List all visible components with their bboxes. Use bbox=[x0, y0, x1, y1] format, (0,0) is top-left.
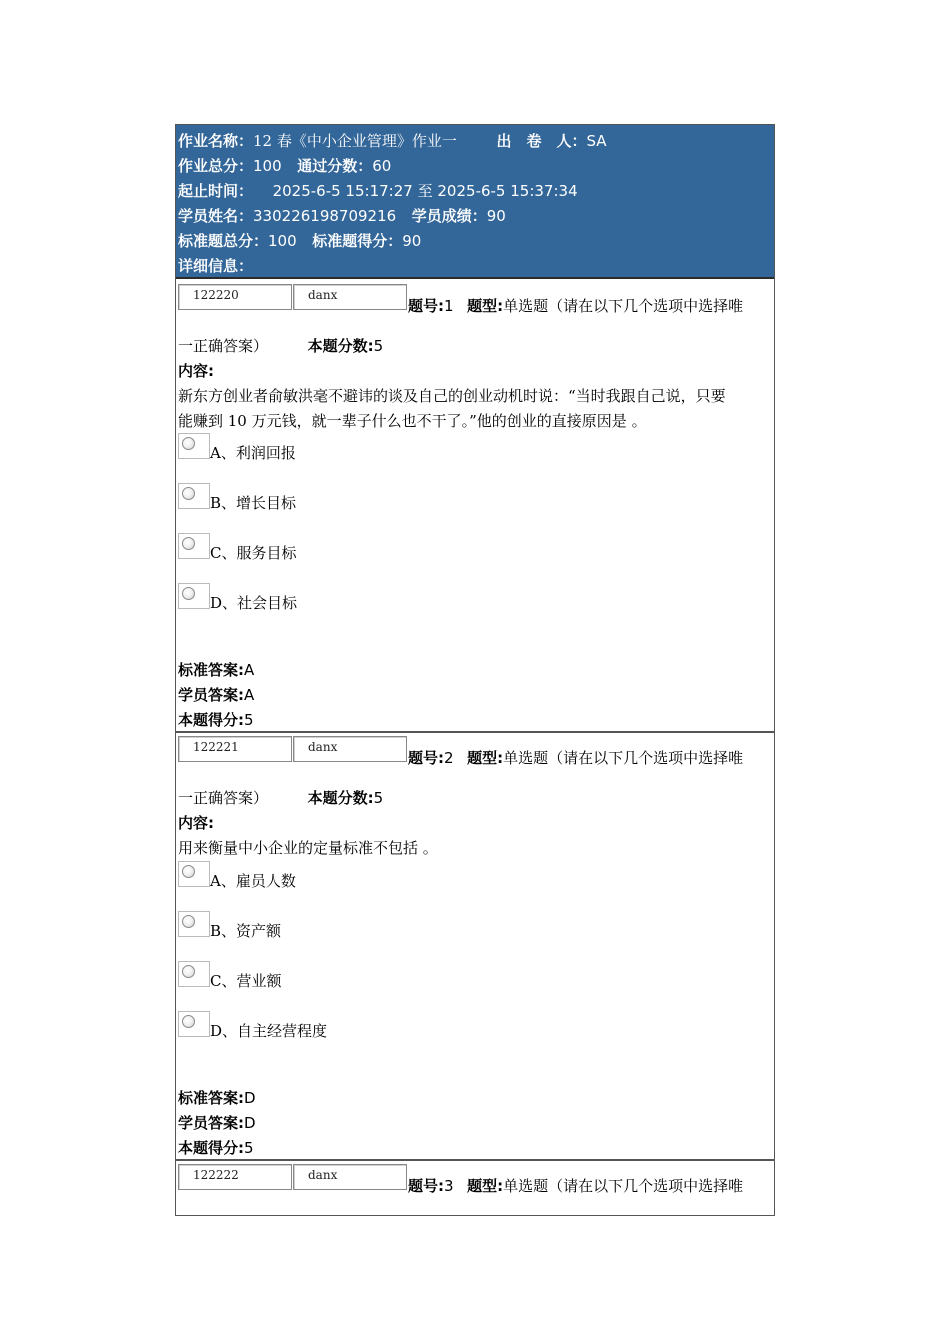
standard-answer-label: 标准答案: bbox=[178, 1089, 244, 1107]
assignment-name-row bbox=[178, 131, 607, 151]
assignment-header bbox=[176, 125, 774, 279]
question-block bbox=[176, 1161, 774, 1215]
radio-circle-icon bbox=[182, 437, 195, 450]
question-score-label: 本题分数: bbox=[307, 337, 374, 355]
question-number: 3 bbox=[444, 1177, 454, 1195]
question-kind-field[interactable]: danx bbox=[293, 736, 407, 762]
option-c-radio[interactable] bbox=[178, 533, 210, 559]
detail-info-label: 详细信息： bbox=[178, 257, 254, 275]
student-answer bbox=[178, 1113, 256, 1133]
option-b-label: B、资产额 bbox=[210, 922, 282, 940]
assignment-name-label: 作业名称： bbox=[178, 132, 254, 150]
student-answer-label: 学员答案: bbox=[178, 1114, 244, 1132]
author-label: 出 卷 人： bbox=[496, 132, 587, 150]
question-type-value: 单选题（请在以下几个选项中选择唯 bbox=[503, 1177, 744, 1195]
standard-total-label: 标准题总分： bbox=[178, 232, 269, 250]
time-start: 2025-6-5 15:17:27 bbox=[272, 182, 413, 200]
standard-answer bbox=[178, 660, 254, 680]
question-meta-continued bbox=[178, 336, 383, 356]
option-d-label: D、自主经营程度 bbox=[210, 1022, 328, 1040]
question-block bbox=[176, 733, 774, 1159]
question-type-value-continued: 一正确答案） bbox=[178, 789, 269, 807]
question-meta-continued bbox=[178, 788, 383, 808]
option-a-label: A、利润回报 bbox=[210, 444, 296, 462]
student-answer-value: A bbox=[244, 686, 255, 704]
option-c-radio[interactable] bbox=[178, 961, 210, 987]
question-got-score bbox=[178, 710, 254, 730]
option-b-radio[interactable] bbox=[178, 483, 210, 509]
got-score-label: 本题得分: bbox=[178, 1139, 244, 1157]
question-kind-field[interactable]: danx bbox=[293, 284, 407, 310]
question-id-field[interactable]: 122220 bbox=[178, 284, 292, 310]
question-type-value: 单选题（请在以下几个选项中选择唯 bbox=[503, 749, 744, 767]
radio-circle-icon bbox=[182, 537, 195, 550]
option-a-radio[interactable] bbox=[178, 433, 210, 459]
detail-info-row bbox=[178, 256, 253, 276]
radio-circle-icon bbox=[182, 487, 195, 500]
student-grade: 90 bbox=[486, 207, 506, 225]
question-meta bbox=[408, 748, 743, 768]
student-name-label: 学员姓名： bbox=[178, 207, 254, 225]
student-answer bbox=[178, 685, 254, 705]
got-score-value: 5 bbox=[244, 1139, 254, 1157]
standard-score: 90 bbox=[402, 232, 422, 250]
question-type-label: 题型: bbox=[467, 749, 504, 767]
radio-circle-icon bbox=[182, 965, 195, 978]
student-row bbox=[178, 206, 506, 226]
standard-answer bbox=[178, 1088, 256, 1108]
assignment-frame bbox=[175, 124, 775, 1216]
question-meta bbox=[408, 1176, 743, 1196]
option-b-label: B、增长目标 bbox=[210, 494, 297, 512]
radio-circle-icon bbox=[182, 587, 195, 600]
question-meta bbox=[408, 296, 743, 316]
question-score: 5 bbox=[373, 789, 384, 807]
question-block bbox=[176, 281, 774, 731]
question-score-label: 本题分数: bbox=[307, 789, 374, 807]
standard-score-label: 标准题得分： bbox=[312, 232, 403, 250]
time-end: 2025-6-5 15:37:34 bbox=[437, 182, 578, 200]
option-c-label: C、服务目标 bbox=[210, 544, 297, 562]
total-score: 100 bbox=[253, 157, 282, 175]
got-score-value: 5 bbox=[244, 711, 254, 729]
question-number-label: 题号: bbox=[408, 297, 444, 315]
student-name: 330226198709216 bbox=[253, 207, 397, 225]
content-label bbox=[178, 361, 214, 381]
question-type-value-continued: 一正确答案） bbox=[178, 337, 269, 355]
option-c-label: C、营业额 bbox=[210, 972, 282, 990]
content-label-text: 内容: bbox=[178, 814, 214, 832]
total-score-label: 作业总分： bbox=[178, 157, 254, 175]
standard-answer-value: A bbox=[244, 661, 255, 679]
got-score-label: 本题得分: bbox=[178, 711, 244, 729]
question-got-score bbox=[178, 1138, 254, 1158]
question-type-label: 题型: bbox=[467, 1177, 504, 1195]
author-value: SA bbox=[586, 132, 607, 150]
pass-score-label: 通过分数： bbox=[297, 157, 373, 175]
question-number-label: 题号: bbox=[408, 1177, 444, 1195]
question-number-label: 题号: bbox=[408, 749, 444, 767]
content-label-text: 内容: bbox=[178, 362, 214, 380]
question-id-field[interactable]: 122221 bbox=[178, 736, 292, 762]
radio-circle-icon bbox=[182, 915, 195, 928]
question-content-continued: 能赚到 10 万元钱，就一辈子什么也不干了。”他的创业的直接原因是 。 bbox=[178, 412, 647, 430]
standard-answer-label: 标准答案: bbox=[178, 661, 244, 679]
question-content: 新东方创业者俞敏洪毫不避讳的谈及自己的创业动机时说：“当时我跟自己说，只要 bbox=[178, 387, 726, 405]
standard-total: 100 bbox=[268, 232, 297, 250]
total-score-row bbox=[178, 156, 391, 176]
time-row bbox=[178, 181, 578, 201]
question-score: 5 bbox=[373, 337, 384, 355]
question-type-label: 题型: bbox=[467, 297, 504, 315]
assignment-name: 12 春《中小企业管理》作业一 bbox=[253, 132, 457, 150]
question-number: 2 bbox=[444, 749, 454, 767]
student-grade-label: 学员成绩： bbox=[411, 207, 487, 225]
student-answer-value: D bbox=[244, 1114, 256, 1132]
question-kind-field[interactable]: danx bbox=[293, 1164, 407, 1190]
standard-answer-value: D bbox=[244, 1089, 256, 1107]
option-a-label: A、雇员人数 bbox=[210, 872, 296, 890]
radio-circle-icon bbox=[182, 865, 195, 878]
time-label: 起止时间： bbox=[178, 182, 254, 200]
time-separator: 至 bbox=[417, 182, 433, 200]
option-b-radio[interactable] bbox=[178, 911, 210, 937]
radio-circle-icon bbox=[182, 1015, 195, 1028]
option-d-label: D、社会目标 bbox=[210, 594, 298, 612]
pass-score: 60 bbox=[372, 157, 392, 175]
question-number: 1 bbox=[444, 297, 454, 315]
question-id-field[interactable]: 122222 bbox=[178, 1164, 292, 1190]
standard-score-row bbox=[178, 231, 421, 251]
content-label bbox=[178, 813, 214, 833]
option-d-radio[interactable] bbox=[178, 583, 210, 609]
question-content: 用来衡量中小企业的定量标准不包括 。 bbox=[178, 839, 438, 857]
option-d-radio[interactable] bbox=[178, 1011, 210, 1037]
question-type-value: 单选题（请在以下几个选项中选择唯 bbox=[503, 297, 744, 315]
option-a-radio[interactable] bbox=[178, 861, 210, 887]
student-answer-label: 学员答案: bbox=[178, 686, 244, 704]
